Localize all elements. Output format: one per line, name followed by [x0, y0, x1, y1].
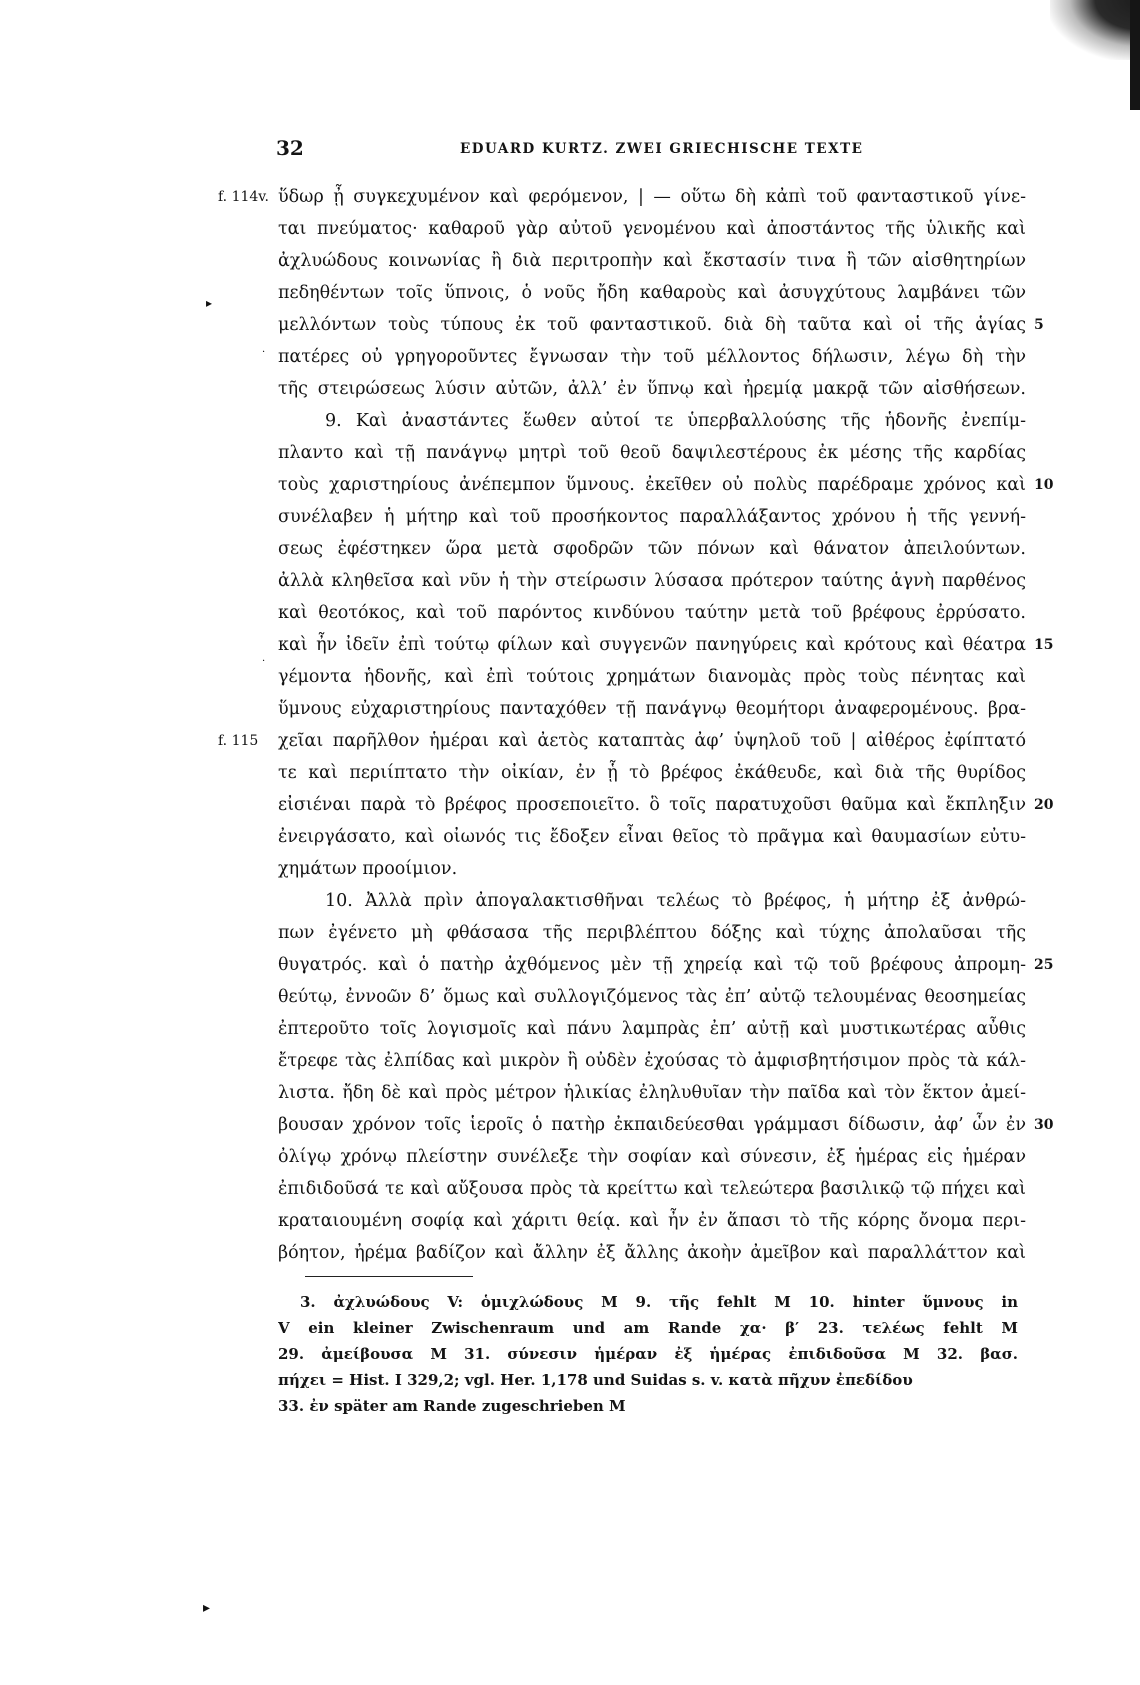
line-number: 30 [1034, 1117, 1054, 1133]
line-number: 5 [1034, 317, 1044, 333]
page-number: 32 [276, 136, 304, 160]
text-line: ἔτρεφε τὰς ἐλπίδας καὶ μικρὸν ἢ οὐδὲν ἐχούσας τὸ ἀμφισβητήσιμον πρὸς τὰ κάλ- [278, 1051, 1026, 1071]
scan-speck: ▸ [206, 296, 213, 310]
text-line: συνέλαβεν ἡ μήτηρ καὶ τοῦ προσήκοντος παραλλάξαντος χρόνου ἡ τῆς γεννή- [278, 507, 1026, 527]
text-line: κραταιουμένη σοφίᾳ καὶ χάριτι θείᾳ. καὶ ἦν ἐν ἅπασι τὸ τῆς κόρης ὄνομα περι- [278, 1211, 1026, 1231]
text-line: χεῖαι παρῆλθον ἡμέραι καὶ ἀετὸς καταπτὰς ἀφ’ ὑψηλοῦ τοῦ | αἰθέρος ἐφίπτατό [278, 731, 1026, 751]
line-number: 20 [1034, 797, 1054, 813]
text-line: 10. Ἀλλὰ πρὶν ἀπογαλακτισθῆναι τελέως τὸ βρέφος, ἡ μήτηρ ἐξ ἀνθρώ- [325, 891, 1026, 911]
line-number: 10 [1034, 477, 1054, 493]
text-line: πλαντο καὶ τῇ πανάγνῳ μητρὶ τοῦ θεοῦ δαψιλεστέρους ἐκ μέσης τῆς καρδίας [278, 443, 1026, 463]
text-line: σεως ἐφέστηκεν ὥρα μετὰ σφοδρῶν τῶν πόνων καὶ θάνατον ἀπειλούντων. [278, 539, 1026, 559]
text-line: πων ἐγένετο μὴ φθάσασα τῆς περιβλέπτου δόξης καὶ τύχης ἀπολαῦσαι τῆς [278, 923, 1026, 943]
text-line: τε καὶ περιίπτατο τὴν οἰκίαν, ἐν ᾗ τὸ βρέφος ἐκάθευδε, καὶ διὰ τῆς θυρίδος [278, 763, 1026, 783]
footnote-line: 3. ἀχλυώδους V: ὁμιχλώδους M 9. τῆς fehlt M 10. hinter ὕμνους in [300, 1293, 1018, 1311]
text-line: καὶ ἦν ἰδεῖν ἐπὶ τούτῳ φίλων καὶ συγγενῶν πανηγύρεις καὶ κρότους καὶ θέατρα [278, 635, 1026, 655]
footnote-line: 33. ἐν später am Rande zugeschrieben M [278, 1397, 626, 1415]
footnote-line: 29. ἀμείβουσα M 31. σύνεσιν ἡμέραν ἐξ ἡμέρας ἐπιδιδοῦσα M 32. βασ. [278, 1345, 1018, 1363]
text-line: γέμοντα ἡδονῆς, καὶ ἐπὶ τούτοις χρημάτων διανομὰς πρὸς τοὺς πένητας καὶ [278, 667, 1026, 687]
text-line: χημάτων προοίμιον. [278, 859, 458, 879]
text-line: τῆς στειρώσεως λύσιν αὐτῶν, ἀλλ’ ἐν ὕπνῳ καὶ ἠρεμίᾳ μακρᾷ τῶν αἰσθήσεων. [278, 379, 1026, 399]
scan-edge-bar [1130, 0, 1140, 110]
line-number: 15 [1034, 637, 1054, 653]
text-line: 9. Καὶ ἀναστάντες ἕωθεν αὐτοί τε ὑπερβαλλούσης τῆς ἡδονῆς ἐνεπίμ- [325, 411, 1026, 431]
text-line: ὕμνους εὐχαριστηρίους πανταχόθεν τῇ πανάγνῳ θεομήτορι ἀναφερομένους. βρα- [278, 699, 1026, 719]
text-line: θυγατρός. καὶ ὁ πατὴρ ἀχθόμενος μὲν τῇ χηρείᾳ καὶ τῷ τοῦ βρέφους ἀπρομη- [278, 955, 1026, 975]
text-line: ὀλίγῳ χρόνῳ πλείστην συνέλεξε τὴν σοφίαν καὶ σύνεσιν, ἐξ ἡμέρας εἰς ἡμέραν [278, 1147, 1026, 1167]
text-line: ἀχλυώδους κοινωνίας ἢ διὰ περιτροπὴν καὶ ἔκστασίν τινα ἢ τῶν αἰσθητηρίων [278, 251, 1026, 271]
text-line: εἰσιέναι παρὰ τὸ βρέφος προσεποιεῖτο. ὃ τοῖς παρατυχοῦσι θαῦμα καὶ ἔκπληξιν [278, 795, 1026, 815]
scan-edge-stain [1050, 0, 1140, 60]
text-line: θεύτῳ, ἐννοῶν δ’ ὅμως καὶ συλλογιζόμενος τὰς ἐπ’ αὐτῷ τελουμένας θεοσημείας [278, 987, 1026, 1007]
text-line: ὕδωρ ᾖ συγκεχυμένον καὶ φερόμενον, | — οὕτω δὴ κἀπὶ τοῦ φανταστικοῦ γίνε- [278, 187, 1026, 207]
text-line: ἐπιδιδοῦσά τε καὶ αὔξουσα πρὸς τὰ κρείττω καὶ τελεώτερα βασιλικῷ τῷ πήχει καὶ [278, 1179, 1026, 1199]
text-line: καὶ θεοτόκος, καὶ τοῦ παρόντος κινδύνου ταύτην μετὰ τοῦ βρέφους ἐρρύσατο. [278, 603, 1026, 623]
folio-marker: f. 115 [218, 733, 259, 749]
text-line: μελλόντων τοὺς τύπους ἐκ τοῦ φανταστικοῦ. διὰ δὴ ταῦτα καὶ οἱ τῆς ἁγίας [278, 315, 1026, 335]
text-line: ἐπτεροῦτο τοῖς λογισμοῖς καὶ πάνυ λαμπρὰς ἐπ’ αὐτῇ καὶ μυστικωτέρας αὖθις [278, 1019, 1026, 1039]
text-line: βόητον, ἠρέμα βαδίζον καὶ ἄλλην ἐξ ἄλλης ἀκοὴν ἀμεῖβον καὶ παραλλάττον καὶ [278, 1243, 1026, 1263]
line-number: 25 [1034, 957, 1054, 973]
scan-speck: · [262, 656, 266, 667]
footnote-line: πήχει = Hist. I 329,2; vgl. Her. 1,178 und Suidas s. v. κατὰ πῆχυν ἐπεδίδου [278, 1371, 913, 1389]
scan-speck: · [262, 347, 266, 358]
text-line: ἐνειργάσατο, καὶ οἰωνός τις ἔδοξεν εἶναι θεῖος τὸ πρᾶγμα καὶ θαυμασίων εὐτυ- [278, 827, 1026, 847]
footnote-rule [305, 1276, 473, 1277]
text-line: πατέρες οὐ γρηγοροῦντες ἔγνωσαν τὴν τοῦ μέλλοντος δήλωσιν, λέγω δὴ τὴν [278, 347, 1026, 367]
text-line: βουσαν χρόνον τοῖς ἱεροῖς ὁ πατὴρ ἐκπαιδεύεσθαι γράμμασι δίδωσιν, ἀφ’ ὧν ἐν [278, 1115, 1026, 1135]
text-line: ται πνεύματος· καθαροῦ γὰρ αὐτοῦ γενομένου καὶ ἀποστάντος τῆς ὑλικῆς καὶ [278, 219, 1026, 239]
scan-speck: ▸ [203, 1600, 211, 1616]
folio-marker: f. 114v. [218, 189, 270, 205]
running-title: EDUARD KURTZ. ZWEI GRIECHISCHE TEXTE [460, 141, 864, 157]
footnote-line: V ein kleiner Zwischenraum und am Rande χα· β′ 23. τελέως fehlt M [278, 1319, 1018, 1337]
text-line: ἀλλὰ κληθεῖσα καὶ νῦν ἡ τὴν στείρωσιν λύσασα πρότερον ταύτης ἁγνὴ παρθένος [278, 571, 1026, 591]
text-line: πεδηθέντων τοῖς ὕπνοις, ὁ νοῦς ἤδη καθαροὺς καὶ ἀσυγχύτους λαμβάνει τῶν [278, 283, 1026, 303]
text-line: λιστα. ἤδη δὲ καὶ πρὸς μέτρον ἡλικίας ἐληλυθυῖαν τὴν παῖδα καὶ τὸν ἕκτον ἀμεί- [278, 1083, 1026, 1103]
text-line: τοὺς χαριστηρίους ἀνέπεμπον ὕμνους. ἐκεῖθεν οὐ πολὺς παρέδραμε χρόνος καὶ [278, 475, 1026, 495]
